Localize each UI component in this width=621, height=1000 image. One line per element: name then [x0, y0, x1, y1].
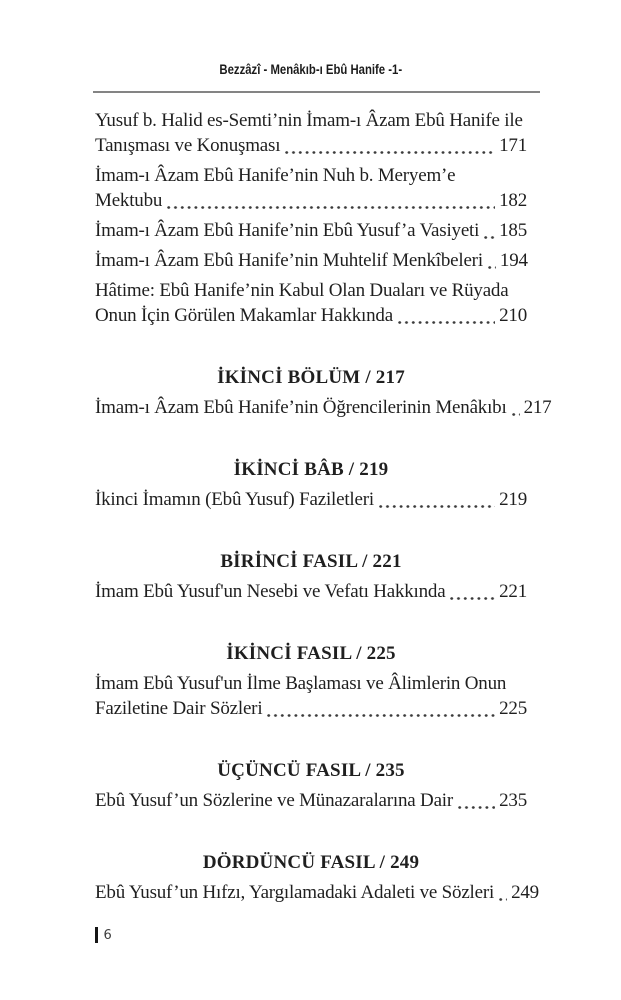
toc-entry-text: İmam-ı Âzam Ebû Hanife’nin Öğrencilerinin Menâkıbı: [95, 397, 507, 418]
toc-entry: [95, 395, 552, 420]
dotted-leader: [379, 505, 495, 508]
toc-page-number: 221: [499, 581, 527, 602]
dotted-leader: [285, 151, 495, 154]
dotted-leader: [167, 206, 495, 209]
dotted-leader: [458, 806, 495, 809]
section-heading: İKİNCİ FASIL / 225: [226, 643, 396, 664]
toc-page-number: 217: [523, 397, 552, 418]
toc-entry-row: [95, 303, 527, 328]
running-header-title: Bezzâzî - Menâkıb-ı Ebû Hanife -1-: [219, 62, 402, 77]
dotted-leader: [450, 597, 495, 600]
folio-page-number: 6: [103, 927, 112, 943]
toc-page-number: 182: [499, 190, 527, 211]
toc-page-number: 235: [499, 790, 527, 811]
toc-entry-row: [95, 218, 527, 243]
toc-entry: [95, 671, 527, 721]
toc-entry-row: [95, 188, 527, 213]
toc-entry: [95, 487, 527, 512]
toc-entry-text: İkinci İmamın (Ebû Yusuf) Faziletleri: [95, 489, 374, 510]
toc-entry: [95, 163, 527, 213]
toc-entry-text: Ebû Yusuf’un Hıfzı, Yargılamadaki Adaleti ve Sözleri: [95, 882, 495, 903]
dotted-leader: [267, 714, 495, 717]
toc-entry-row: [95, 579, 527, 604]
toc-entry-text: Tanışması ve Konuşması: [95, 135, 281, 156]
running-header: [0, 62, 621, 78]
toc-entry-text: Ebû Yusuf’un Sözlerine ve Münazaralarına Dair: [95, 790, 454, 811]
dotted-leader: [499, 898, 507, 901]
toc-entry-text: Onun İçin Görülen Makamlar Hakkında: [95, 305, 393, 326]
dotted-leader: [488, 266, 496, 269]
toc-entry-text: Mektubu: [95, 190, 163, 211]
toc-entry: [95, 788, 527, 813]
toc-entry: [95, 880, 539, 905]
page-footer: [95, 927, 112, 943]
dotted-leader: [484, 236, 495, 239]
toc-entry-row: [95, 696, 527, 721]
toc-entry: [95, 579, 527, 604]
toc-entry-text: İmam-ı Âzam Ebû Hanife’nin Nuh b. Meryem’e: [95, 165, 456, 186]
dotted-leader: [512, 413, 520, 416]
section-heading: ÜÇÜNCÜ FASIL / 235: [217, 760, 405, 781]
toc-page-number: 194: [499, 250, 528, 271]
toc-page-number: 225: [499, 698, 527, 719]
toc-entry: [95, 218, 527, 243]
header-rule: [93, 91, 540, 93]
section-heading: DÖRDÜNCÜ FASIL / 249: [202, 852, 420, 873]
toc-page-number: 219: [499, 489, 527, 510]
toc-entry-text: İmam-ı Âzam Ebû Hanife’nin Ebû Yusuf’a Vasiyeti: [95, 220, 480, 241]
toc-entry-row: [95, 248, 527, 273]
section-heading: İKİNCİ BÂB / 219: [233, 459, 389, 480]
toc-entry: [95, 108, 527, 158]
toc-entry-row: [95, 487, 527, 512]
toc-entry-text: İmam Ebû Yusuf'un İlme Başlaması ve Âlimlerin Onun: [95, 673, 507, 694]
toc-entry-text: İmam Ebû Yusuf'un Nesebi ve Vefatı Hakkında: [95, 581, 446, 602]
toc-entry-row: [95, 133, 527, 158]
toc-entry-text: Hâtime: Ebû Hanife’nin Kabul Olan Duaları ve Rüyada: [95, 280, 509, 301]
toc-page-number: 210: [499, 305, 527, 326]
toc-entry: [95, 248, 527, 273]
dotted-leader: [398, 321, 495, 324]
section-heading: İKİNCİ BÖLÜM / 217: [217, 367, 405, 388]
toc-entry-text: Yusuf b. Halid es-Semti’nin İmam-ı Âzam Ebû Hanife ile: [95, 110, 523, 131]
footer-bar: [95, 927, 98, 943]
toc-page-number: 249: [511, 882, 539, 903]
section-heading: BİRİNCİ FASIL / 221: [220, 551, 402, 572]
toc-page-number: 171: [499, 135, 527, 156]
toc-entry-row: [95, 788, 527, 813]
toc-entry-text: Faziletine Dair Sözleri: [95, 698, 263, 719]
toc-entry-row: [95, 880, 539, 905]
toc-page-number: 185: [499, 220, 527, 241]
toc-entry-row: [95, 395, 552, 420]
toc-entry: [95, 278, 527, 328]
table-of-contents: [95, 108, 552, 910]
toc-entry-text: İmam-ı Âzam Ebû Hanife’nin Muhtelif Menkîbeleri: [95, 250, 483, 271]
